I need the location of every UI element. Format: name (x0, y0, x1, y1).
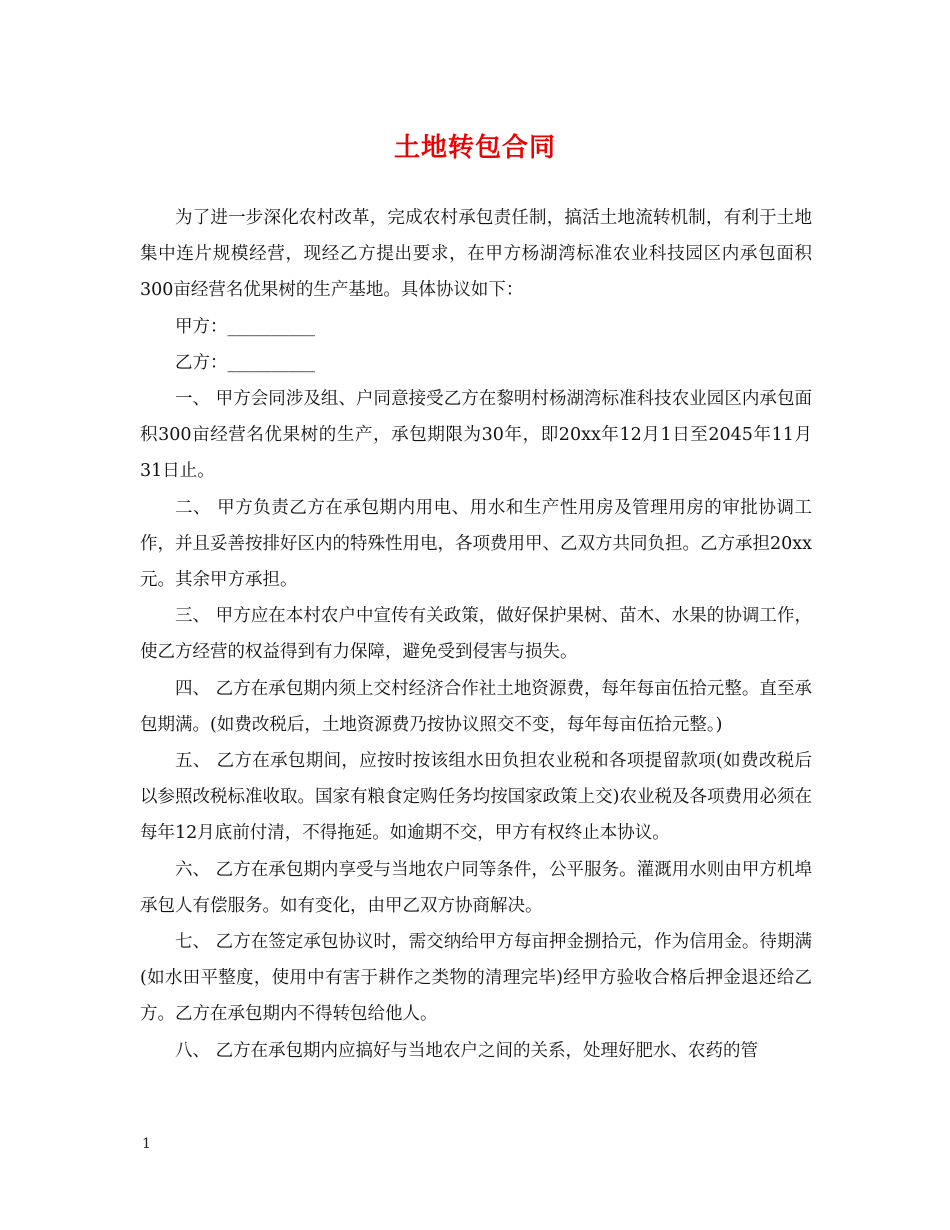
clause-2: 二、 甲方负责乙方在承包期内用电、用水和生产性用房及管理用房的审批协调工作，并且妥善按排好区内的特殊性用电，各项费用甲、乙双方共同负担。乙方承担20xx元。其余甲方承担。 (140, 497, 813, 591)
page-number: 1 (142, 1136, 151, 1152)
party-a-line: 甲方：__________ (175, 316, 315, 337)
document-body (140, 200, 812, 1069)
clause-4: 四、 乙方在承包期内须上交村经济合作社土地资源费，每年每亩伍拾元整。直至承包期满。(如费改税后，土地资源费乃按协议照交不变，每年每亩伍拾元整。) (140, 678, 812, 735)
clause-3: 三、 甲方应在本村农户中宣传有关政策，做好保护果树、苗木、水果的协调工作，使乙方经营的权益得到有力保障，避免受到侵害与损失。 (140, 606, 812, 663)
clause-6: 六、 乙方在承包期内享受与当地农户同等条件，公平服务。灌溉用水则由甲方机埠承包人有偿服务。如有变化，由甲乙双方协商解决。 (140, 859, 812, 916)
document-title: 土地转包合同 (393, 133, 556, 163)
clause-7: 七、 乙方在签定承包协议时，需交纳给甲方每亩押金捌拾元，作为信用金。待期满(如水田平整度，使用中有害于耕作之类物的清理完毕)经甲方验收合格后押金退还给乙方。乙方在承包期内不得转包给他人。 (140, 932, 812, 1025)
party-b-line: 乙方：__________ (175, 352, 315, 373)
clause-1: 一、 甲方会同涉及组、户同意接受乙方在黎明村杨湖湾标准科技农业园区内承包面积300亩经营名优果树的生产，承包期限为30年，即20xx年12月1日至2045年11月31日止。 (140, 389, 812, 482)
clause-5: 五、 乙方在承包期间，应按时按该组水田负担农业税和各项提留款项(如费改税后以参照改税标准收取。国家有粮食定购任务均按国家政策上交)农业税及各项费用必须在每年12月底前付清，不得拖延。如逾期不交，甲方有权终止本协议。 (140, 751, 812, 844)
intro-paragraph: 为了进一步深化农村改革，完成农村承包责任制，搞活土地流转机制，有利于土地集中连片规模经营，现经乙方提出要求，在甲方杨湖湾标准农业科技园区内承包面积300亩经营名优果树的生产基地。具体协议如下： (140, 208, 812, 301)
clause-8: 八、 乙方在承包期内应搞好与当地农户之间的关系，处理好肥水、农药的管 (175, 1040, 759, 1061)
